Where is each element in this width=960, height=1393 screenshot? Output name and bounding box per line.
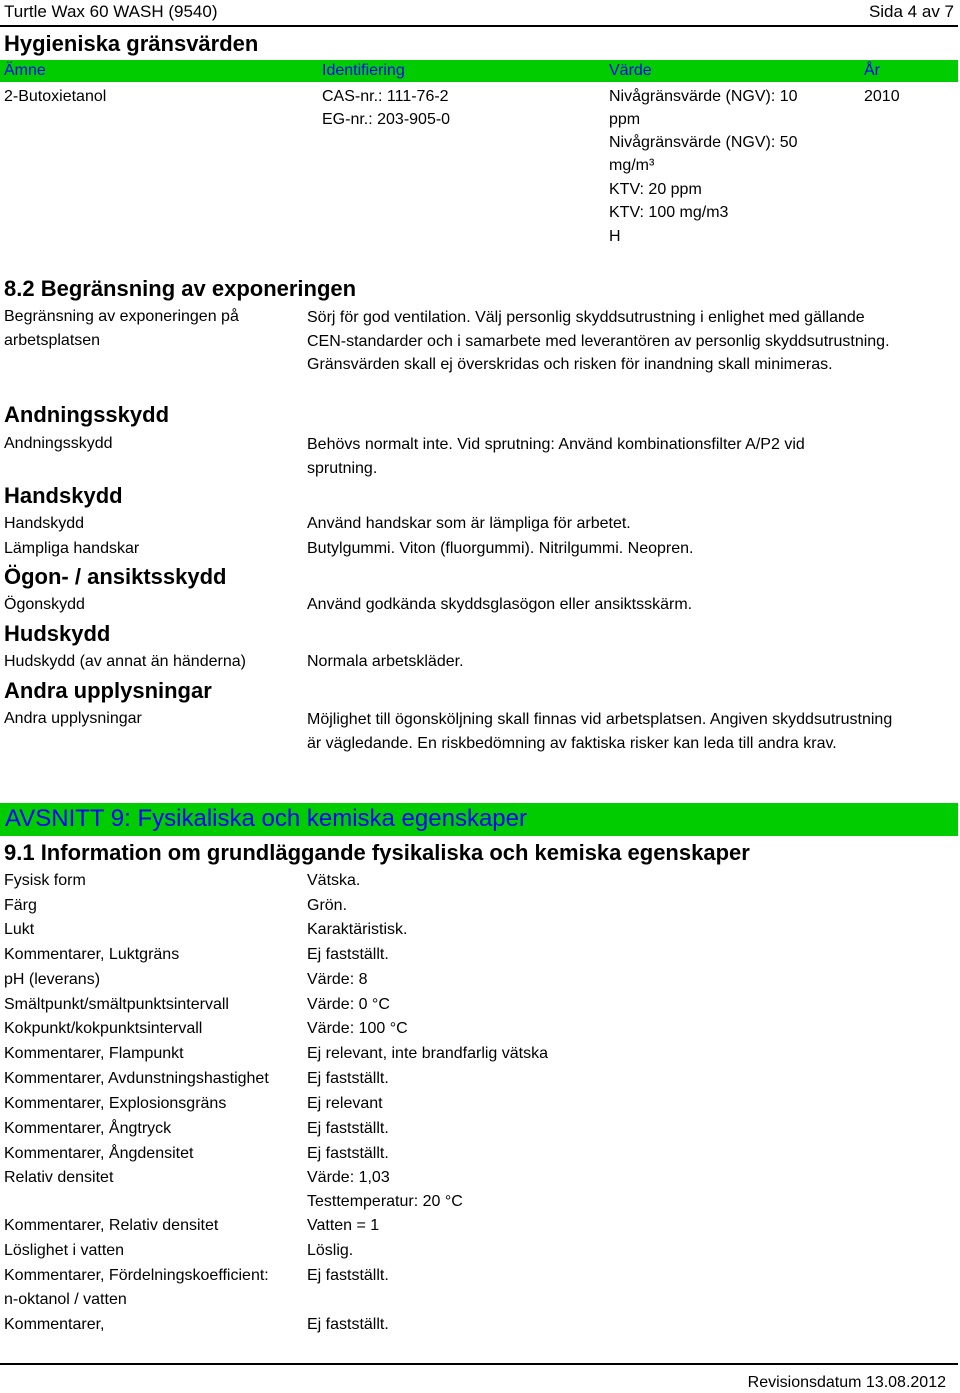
property-label: Fysisk form xyxy=(4,872,86,889)
property-label: Kommentarer, Ångtryck xyxy=(4,1120,172,1137)
eye-heading: Ögon- / ansiktsskydd xyxy=(4,564,227,589)
hand-text: Använd handskar som är lämpliga för arbetet. xyxy=(307,515,631,532)
column-header: Ämne xyxy=(4,62,46,79)
property-value: Ej relevant, inte brandfarlig vätska xyxy=(307,1045,549,1062)
property-label: Kommentarer, Avdunstningshastighet xyxy=(4,1070,269,1087)
section-9-title: AVSNITT 9: Fysikaliska och kemiska egenskaper xyxy=(5,805,527,832)
property-value: Ej relevant xyxy=(307,1095,383,1112)
property-label: pH (leverans) xyxy=(4,971,101,988)
limit-value: Nivågränsvärde (NGV): 10 xyxy=(609,88,798,105)
limit-value: KTV: 20 ppm xyxy=(609,181,702,198)
eye-label: Ögonskydd xyxy=(4,596,85,613)
property-value: Ej fastställt. xyxy=(307,1145,389,1162)
ec-number: EG-nr.: 203-905-0 xyxy=(322,111,451,128)
property-value: Värde: 100 °C xyxy=(307,1020,408,1037)
section-8-2-title: 8.2 Begränsning av exponeringen xyxy=(4,276,357,301)
cas-number: CAS-nr.: 111-76-2 xyxy=(322,88,449,105)
property-label: Kommentarer, Fördelningskoefficient: xyxy=(4,1267,269,1284)
property-value: Ej fastställt. xyxy=(307,1070,389,1087)
property-value: Ej fastställt. xyxy=(307,1120,389,1137)
property-label: Kommentarer, Explosionsgräns xyxy=(4,1095,227,1112)
property-label: n-oktanol / vatten xyxy=(4,1291,127,1308)
section-9-1-title: 9.1 Information om grundläggande fysikaliska och kemiska egenskaper xyxy=(4,840,750,865)
other-label: Andra upplysningar xyxy=(4,710,142,727)
property-value: Testtemperatur: 20 °C xyxy=(307,1193,463,1210)
limit-year: 2010 xyxy=(864,88,900,105)
workplace-label: Begränsning av exponeringen på xyxy=(4,308,239,325)
property-value: Ej fastställt. xyxy=(307,946,389,963)
property-label: Smältpunkt/smältpunktsintervall xyxy=(4,996,229,1013)
property-label: Kommentarer, Relativ densitet xyxy=(4,1217,219,1234)
property-label: Kommentarer, Luktgräns xyxy=(4,946,180,963)
header-divider xyxy=(0,25,958,27)
property-value: Värde: 0 °C xyxy=(307,996,390,1013)
property-label: Relativ densitet xyxy=(4,1169,114,1186)
substance-name: 2-Butoxietanol xyxy=(4,88,107,105)
product-name: Turtle Wax 60 WASH (9540) xyxy=(4,2,218,21)
hand-heading: Handskydd xyxy=(4,483,123,508)
limit-value: H xyxy=(609,228,621,245)
property-value: Vätska. xyxy=(307,872,361,889)
other-heading: Andra upplysningar xyxy=(4,678,212,703)
gloves-label: Lämpliga handskar xyxy=(4,540,140,557)
eye-text: Använd godkända skyddsglasögon eller ansiktsskärm. xyxy=(307,596,693,613)
limit-value: Nivågränsvärde (NGV): 50 xyxy=(609,134,798,151)
hand-label: Handskydd xyxy=(4,515,85,532)
property-label: Kommentarer, Flampunkt xyxy=(4,1045,184,1062)
column-header: År xyxy=(864,62,880,79)
limit-value: KTV: 100 mg/m3 xyxy=(609,204,729,221)
property-label: Kommentarer, xyxy=(4,1316,105,1333)
other-text: Möjlighet till ögonsköljning skall finnas vid arbetsplatsen. Angiven skyddsutrustning är vägledande. En riskbedömning av faktiska risker kan leda till andra krav. xyxy=(307,711,893,752)
property-value: Värde: 1,03 xyxy=(307,1169,390,1186)
property-value: Värde: 8 xyxy=(307,971,368,988)
section-9-bar xyxy=(0,803,958,836)
exposure-limits-title: Hygieniska gränsvärden xyxy=(4,31,259,56)
skin-heading: Hudskydd xyxy=(4,621,111,646)
property-label: Lukt xyxy=(4,921,35,938)
skin-text: Normala arbetskläder. xyxy=(307,653,464,670)
column-header: Värde xyxy=(609,62,652,79)
property-label: Färg xyxy=(4,897,37,914)
column-header: Identifiering xyxy=(322,62,405,79)
property-value: Vatten = 1 xyxy=(307,1217,380,1234)
page-number: Sida 4 av 7 xyxy=(868,2,954,21)
limit-value: ppm xyxy=(609,111,641,128)
respiratory-heading: Andningsskydd xyxy=(4,402,170,427)
respiratory-label: Andningsskydd xyxy=(4,435,113,452)
revision-date: Revisionsdatum 13.08.2012 xyxy=(747,1374,946,1391)
property-label: Kommentarer, Ångdensitet xyxy=(4,1145,194,1162)
exposure-table-header xyxy=(0,60,958,82)
skin-label: Hudskydd (av annat än händerna) xyxy=(4,653,246,670)
workplace-label: arbetsplatsen xyxy=(4,332,101,349)
workplace-text: Sörj för god ventilation. Välj personlig skyddsutrustning i enlighet med gällande CEN-standarder och i samarbete med leverantören av personlig skyddsutrustning. Gränsvärden skall ej överskridas och risken för inandning skall minimeras. xyxy=(307,309,890,373)
respiratory-text: Behövs normalt inte. Vid sprutning: Använd kombinationsfilter A/P2 vid sprutning. xyxy=(307,436,805,477)
property-value: Karaktäristisk. xyxy=(307,921,408,938)
footer-divider xyxy=(0,1363,958,1365)
gloves-text: Butylgummi. Viton (fluorgummi). Nitrilgummi. Neopren. xyxy=(307,540,694,557)
property-value: Löslig. xyxy=(307,1242,354,1259)
limit-value: mg/m³ xyxy=(609,157,655,174)
property-value: Grön. xyxy=(307,897,348,914)
property-value: Ej fastställt. xyxy=(307,1267,389,1284)
property-label: Kokpunkt/kokpunktsintervall xyxy=(4,1020,203,1037)
property-value: Ej fastställt. xyxy=(307,1316,389,1333)
property-label: Löslighet i vatten xyxy=(4,1242,125,1259)
